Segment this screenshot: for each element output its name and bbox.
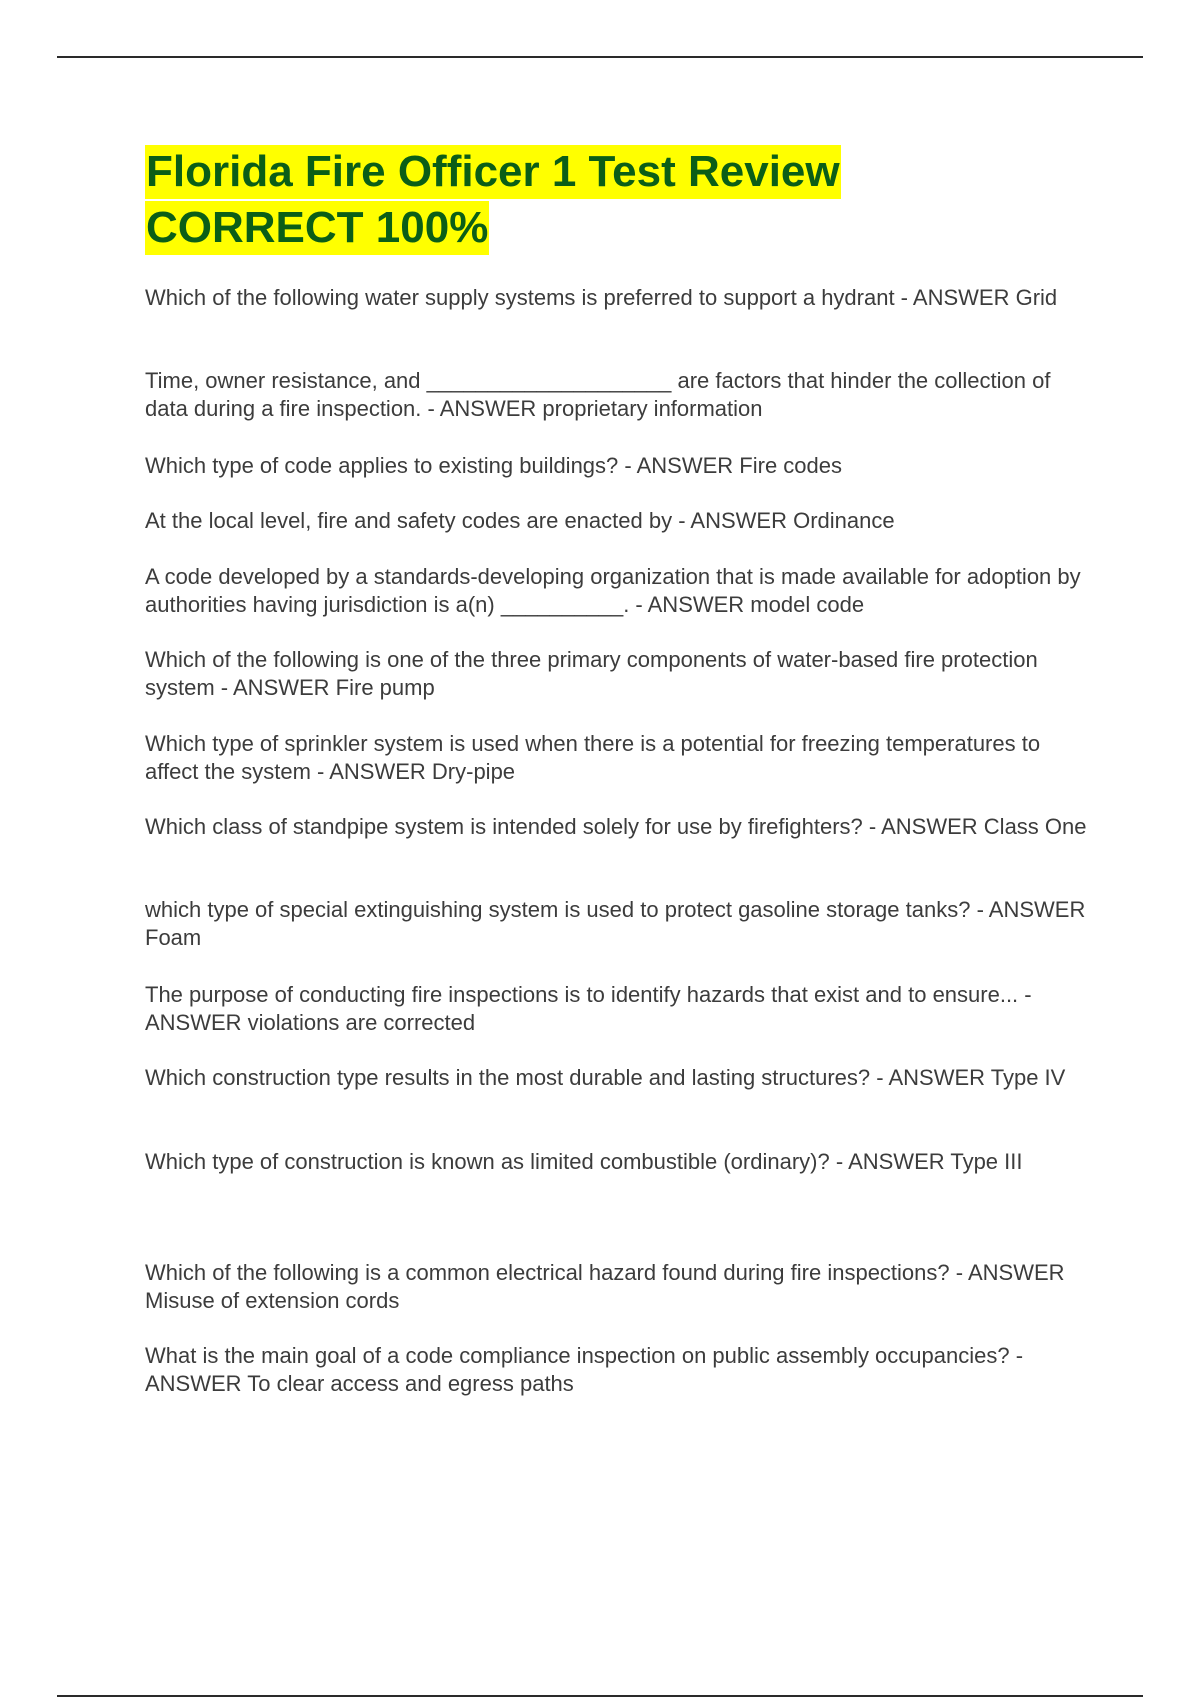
qa-item-12: Which type of construction is known as limited combustible (ordinary)? - ANSWER Type III [145, 1149, 1023, 1174]
qa-item-11: Which construction type results in the most durable and lasting structures? - ANSWER Type IV [145, 1065, 1066, 1090]
qa-item-13: Which of the following is a common electrical hazard found during fire inspections? - ANSWER Misuse of extension cords [145, 1260, 1065, 1313]
qa-item-8: Which class of standpipe system is intended solely for use by firefighters? - ANSWER Class One [145, 814, 1087, 839]
qa-item-1: Which of the following water supply systems is preferred to support a hydrant - ANSWER Grid [145, 285, 1058, 310]
document-title [145, 144, 1105, 256]
title-line-2: CORRECT 100% [145, 201, 489, 255]
qa-item-3: Which type of code applies to existing buildings? - ANSWER Fire codes [145, 453, 842, 478]
qa-item-10: The purpose of conducting fire inspections is to identify hazards that exist and to ensure... - ANSWER violations are corrected [145, 982, 1032, 1035]
qa-item-5: A code developed by a standards-developing organization that is made available for adoption by authorities having jurisdiction is a(n) __________. - ANSWER model code [145, 564, 1081, 617]
qa-item-7: Which type of sprinkler system is used when there is a potential for freezing temperatures to affect the system - ANSWER Dry-pipe [145, 731, 1041, 784]
qa-item-4: At the local level, fire and safety codes are enacted by - ANSWER Ordinance [145, 508, 895, 533]
qa-item-14: What is the main goal of a code compliance inspection on public assembly occupancies? - ANSWER To clear access and egress paths [145, 1343, 1024, 1396]
qa-item-2: Time, owner resistance, and ____________________ are factors that hinder the collection of data during a fire inspection. - ANSWER proprietary information [145, 368, 1051, 421]
title-line-1: Florida Fire Officer 1 Test Review [145, 145, 841, 199]
qa-item-6: Which of the following is one of the three primary components of water-based fire protection system - ANSWER Fire pump [145, 647, 1038, 700]
qa-item-9: which type of special extinguishing system is used to protect gasoline storage tanks? - ANSWER Foam [145, 897, 1086, 950]
top-rule [57, 56, 1143, 58]
bottom-rule [57, 1695, 1143, 1697]
